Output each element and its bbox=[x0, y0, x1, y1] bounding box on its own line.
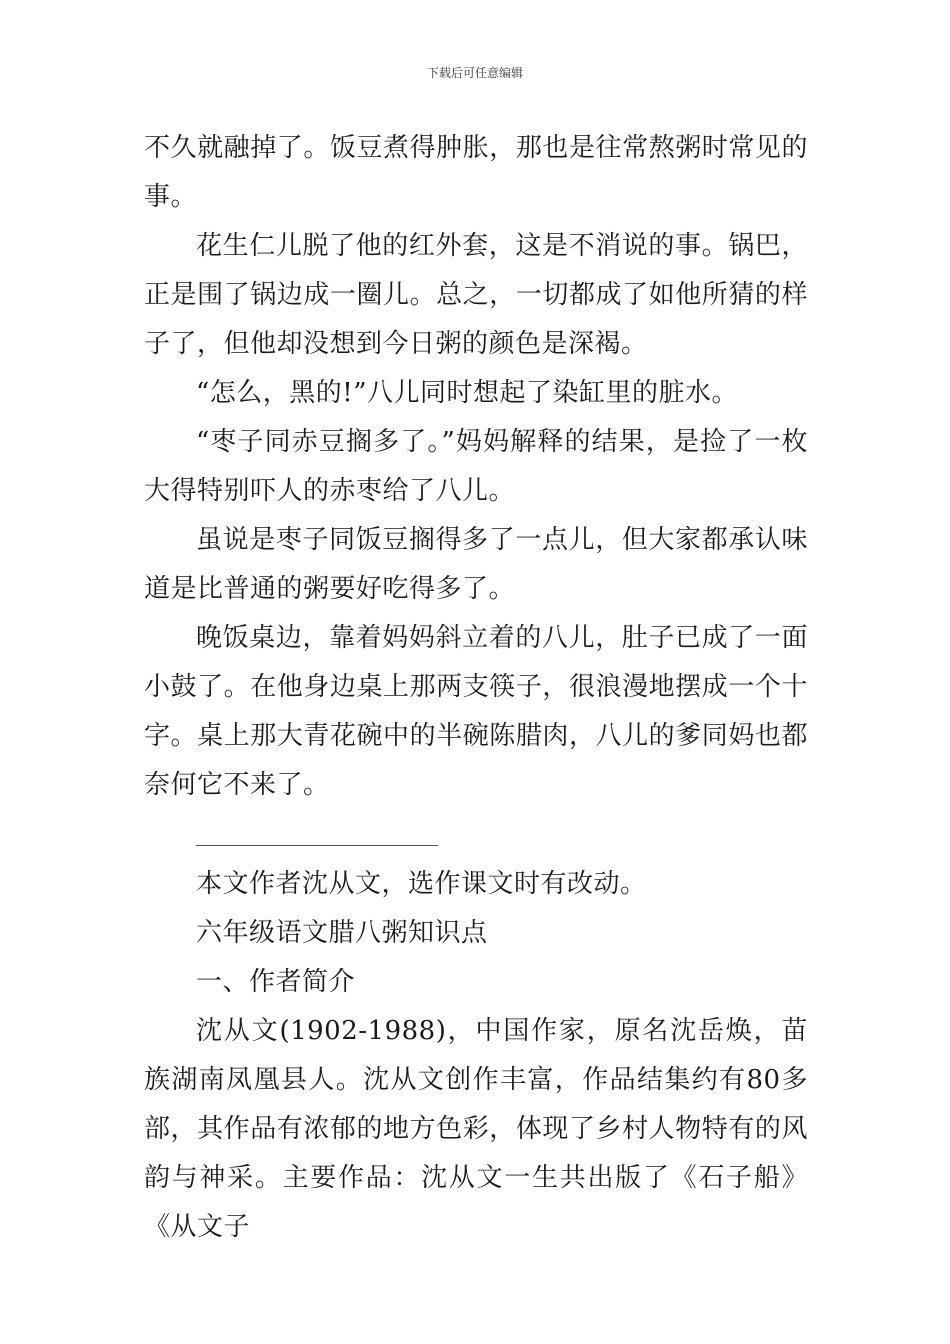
paragraph: 虽说是枣子同饭豆搁得多了一点儿，但大家都承认味道是比普通的粥要好吃得多了。 bbox=[144, 525, 808, 604]
paragraph-continued: 不久就融掉了。饭豆煮得肿胀，那也是往常熬粥时常见的事。 bbox=[144, 133, 808, 212]
author-note: 本文作者沈从文，选作课文时有改动。 bbox=[196, 869, 647, 899]
paragraph: 晚饭桌边，靠着妈妈斜立着的八儿，肚子已成了一面小鼓了。在他身边桌上那两支筷子，很浪漫地摆成一个十字。桌上那大青花碗中的半碗陈腊肉，八儿的爹同妈也都奈何它不来了。 bbox=[144, 623, 808, 800]
subsection-title: 一、作者简介 bbox=[196, 967, 356, 997]
paragraph: 花生仁儿脱了他的红外套，这是不消说的事。锅巴，正是围了锅边成一圈儿。总之，一切都成了如他所猜的样子了，但他却没想到今日粥的颜色是深褐。 bbox=[144, 231, 808, 359]
page-header: 下载后可任意编辑 bbox=[426, 66, 523, 80]
paragraph: “枣子同赤豆搁多了。”妈妈解释的结果，是捡了一枚大得特别吓人的赤枣给了八儿。 bbox=[144, 427, 808, 506]
section-title: 六年级语文腊八粥知识点 bbox=[196, 918, 488, 948]
footnote-divider bbox=[196, 845, 438, 846]
author-bio: 沈从文(1902-1988)，中国作家，原名沈岳焕，苗族湖南凤凰县人。沈从文创作丰富，作品结集约有80多部，其作品有浓郁的地方色彩，体现了乡村人物特有的风韵与神采。主要作品：沈从文一生共出版了《石子船》《从文子 bbox=[144, 1016, 808, 1242]
paragraph: “怎么，黑的!”八儿同时想起了染缸里的脏水。 bbox=[196, 378, 739, 408]
document-body bbox=[144, 124, 808, 1252]
